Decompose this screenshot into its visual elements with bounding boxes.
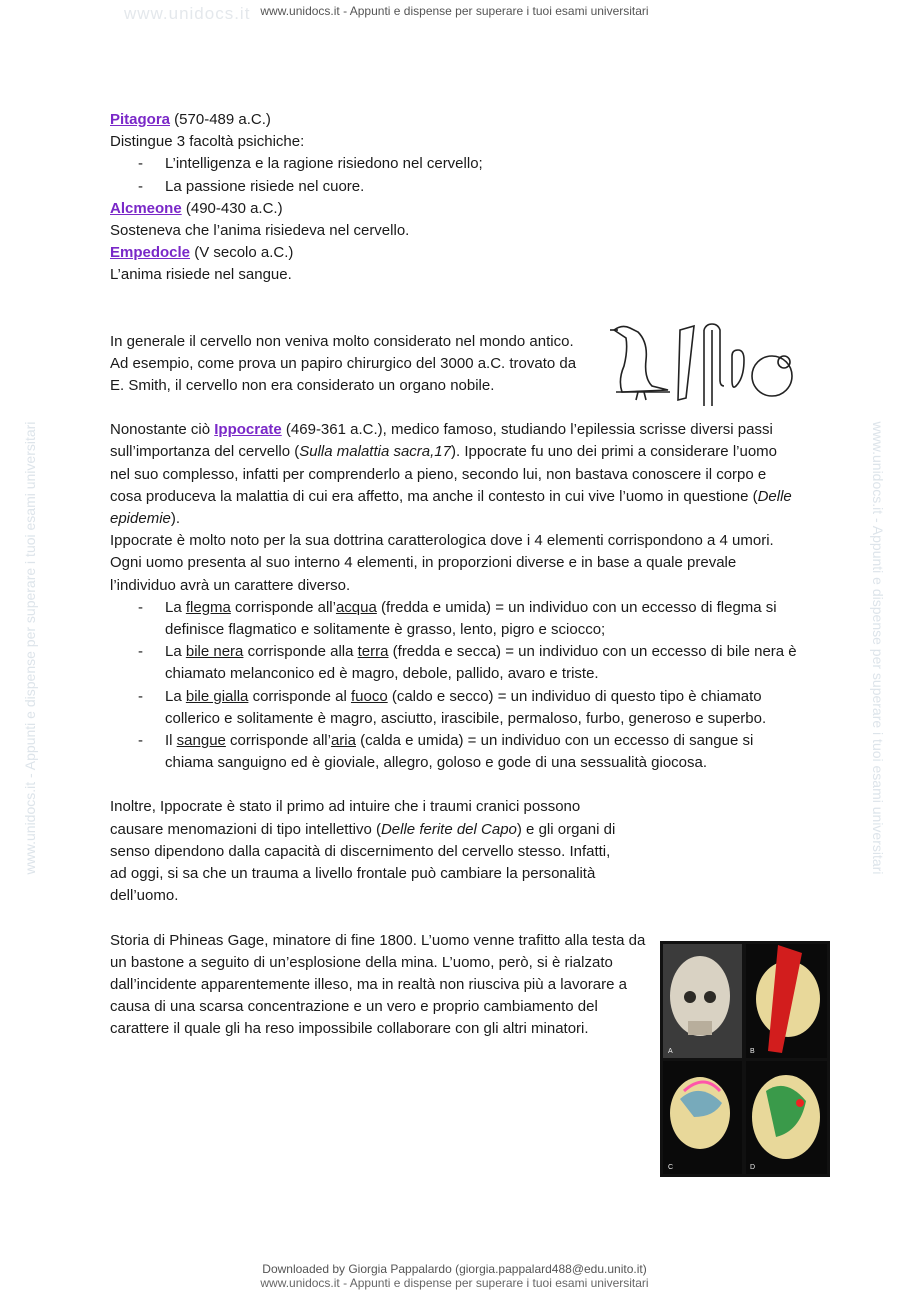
egypt-paragraph: In generale il cervello non veniva molto considerato nel mondo antico. Ad esempio, come prova un papiro chirurgico del 3000 a.C. trovato da E. Smith, il cervello non era considerato un organo nobile. xyxy=(110,332,577,395)
alcmeone-text: Sosteneva che l’anima risiedeva nel cervello. xyxy=(110,222,410,240)
pitagora-dates: (570-489 a.C.) xyxy=(170,111,271,128)
ippocrate-pre: Nonostante ciò xyxy=(110,421,215,439)
ippocrate-citation: Sulla malattia sacra,17 xyxy=(299,443,451,461)
ippocrate-elements: Ogni uomo presenta al suo interno 4 elementi, in proporzioni diverse e in base a quale prevale l’individuo avrà un carattere diverso. xyxy=(110,554,737,594)
list-item: - La bile gialla corrisponde al fuoco (caldo e secco) = un individuo di questo tipo è chiamato collerico e solitamente è magro, asciutto, irascibile, permaloso, furbo, generoso e superbo. xyxy=(110,686,800,730)
pitagora-intro: Distingue 3 facoltà psichiche: xyxy=(110,133,305,151)
list-item: - Il sangue corrisponde all’aria (calda e umida) = un individuo con un eccesso di sangue si chiama sanguigno ed è gioviale, allegro, goloso e gode di una sessualità giocosa. xyxy=(110,730,800,774)
ippocrate-link[interactable]: Ippocrate xyxy=(214,421,282,439)
ippocrate-text-a: (469-361 a.C.), medico famoso, studiando l’epilessia scrisse diversi passi sull’importanza del cervello ( xyxy=(110,421,773,461)
document-body xyxy=(110,109,800,1041)
ippocrate-paragraph xyxy=(110,419,800,530)
empedocle-heading xyxy=(110,242,800,264)
empedocle-link[interactable]: Empedocle xyxy=(110,244,191,262)
download-credit: Downloaded by Giorgia Pappalardo (giorgia.pappalard488@edu.unito.it) xyxy=(262,1262,647,1276)
list-item: - La passione risiede nel cuore. xyxy=(110,176,800,198)
figure-label-d: D xyxy=(750,1164,756,1171)
list-item: - La flegma corrisponde all’acqua (fredda e umida) = un individuo con un eccesso di flegma si definisce flagmatico e solitamente è grasso, lento, pigro e sciocco; xyxy=(110,597,800,641)
ippocrate-text-b: ). Ippocrate fu uno dei primi a considerare l’uomo nel suo complesso, infatti per comprenderlo a pieno, secondo lui, non bastava conoscere il corpo e cosa produceva la malattia di cui era affetto, ma anche il contesto in cui vive l’uomo in questione ( xyxy=(110,443,778,505)
figure-label-b: B xyxy=(750,1048,755,1055)
pitagora-list xyxy=(110,153,800,197)
header-watermark: www.unidocs.it xyxy=(124,4,251,23)
trauma-paragraph: Inoltre, Ippocrate è stato il primo ad intuire che i traumi cranici possono causare menomazioni di tipo intellettivo (Delle ferite del Capo) e gli organi di senso dipendono dalla capacità di discernimento del cervello stesso. Infatti, ad oggi, si sa che un trauma a livello frontale può cambiare la personalità dell’uomo. xyxy=(110,798,616,905)
alcmeone-heading xyxy=(110,198,800,220)
footer-site-text: www.unidocs.it - Appunti e dispense per superare i tuoi esami universitari xyxy=(260,1276,649,1290)
humors-list xyxy=(110,597,800,775)
alcmeone-dates: (490-430 a.C.) xyxy=(181,199,283,217)
figure-label-a: A xyxy=(668,1048,673,1055)
alcmeone-link[interactable]: Alcmeone xyxy=(110,199,182,217)
list-item: - L’intelligenza e la ragione risiedono nel cervello; xyxy=(110,153,800,175)
ippocrate-text-c: ). xyxy=(170,510,181,528)
pitagora-link[interactable]: Pitagora xyxy=(110,111,171,128)
empedocle-dates: (V secolo a.C.) xyxy=(190,244,294,262)
figure-label-c: C xyxy=(668,1164,674,1171)
list-item: - La bile nera corrisponde alla terra (fredda e secca) = un individuo con un eccesso di bile nera è chiamato melanconico ed è magro, debole, pallido, avaro e triste. xyxy=(110,641,800,685)
right-watermark: www.unidocs.it - Appunti e dispense per superare i tuoi esami universitari xyxy=(870,421,886,875)
phineas-paragraph: Storia di Phineas Gage, minatore di fine 1800. L’uomo venne trafitto alla testa da un bastone a seguito di un’esplosione della mina. L’uomo, però, si è rialzato dall’incidente apparentemente illeso, ma in realtà non riusciva più a lavorare a causa di una scarsa concentrazione e un vero e proprio cambiamento del carattere il quale gli ha reso impossibile collaborare con gli altri minatori. xyxy=(110,931,646,1038)
ippocrate-citation-2: Delle epidemie xyxy=(110,487,792,528)
empedocle-text: L’anima risiede nel sangue. xyxy=(110,266,292,284)
page-header: www.unidocs.it - Appunti e dispense per superare i tuoi esami universitari xyxy=(260,4,649,18)
pitagora-heading xyxy=(110,109,800,131)
ippocrate-doctrine: Ippocrate è molto noto per la sua dottrina caratterologica dove i 4 elementi corrispondono a 4 umori. xyxy=(110,532,774,550)
hieroglyph-image xyxy=(608,320,798,412)
phineas-gage-skull-image xyxy=(660,941,830,1177)
left-watermark: www.unidocs.it - Appunti e dispense per superare i tuoi esami universitari xyxy=(22,421,38,875)
